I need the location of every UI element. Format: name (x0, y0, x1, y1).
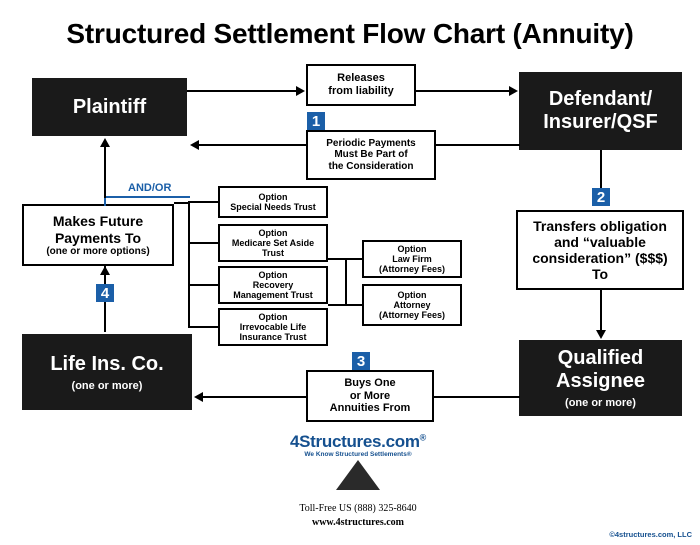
option-3-hdr: Option (258, 311, 288, 322)
footer-contact (228, 502, 488, 529)
option-recovery-management-trust (218, 266, 328, 304)
connector-to-attorney (328, 304, 362, 306)
node-qualified-assignee (519, 340, 682, 416)
option-attorney (362, 284, 462, 326)
transfers-line1: Transfers obligation (533, 217, 667, 234)
option-4-hdr: Option (397, 243, 427, 254)
connector-trunk-to-option-0 (188, 201, 218, 203)
connector-options-trunk (188, 202, 190, 327)
page-title: Structured Settlement Flow Chart (Annuity) (66, 18, 634, 49)
assignee-sub: (one or more) (565, 397, 636, 409)
option-3-line1: Irrevocable Life (239, 321, 307, 332)
pyramid-icon (336, 460, 380, 490)
transfers-line2: and “valuable (554, 233, 646, 250)
connector-makes-future-to-plaintiff (104, 146, 106, 198)
logo-tagline: We Know Structured Settlements® (304, 451, 412, 458)
logo-number: 4 (289, 432, 300, 451)
node-makes-future-payments (22, 204, 174, 266)
option-1-hdr: Option (258, 227, 288, 238)
node-life-insurance-company (22, 334, 192, 410)
connector-andor-horizontal (104, 196, 190, 198)
arrowhead-plaintiff-in (190, 140, 199, 150)
connector-trunk-to-option-3 (188, 326, 218, 328)
connector-right-column-trunk (345, 258, 347, 304)
assignee-line1: Qualified (557, 347, 644, 369)
arrowhead-lifeins-in (194, 392, 203, 402)
option-2-line1: Recovery (252, 279, 294, 290)
releases-line1: Releases (337, 72, 385, 85)
node-defendant-line1: Defendant/ (548, 88, 653, 110)
transfers-line4: To (591, 266, 609, 283)
makes-future-line1: Makes Future (52, 213, 144, 230)
option-3-line2: Insurance Trust (239, 332, 307, 342)
connector-defendant-to-transfers (600, 150, 602, 188)
option-4-line2: (Attorney Fees) (378, 264, 445, 274)
life-ins-sub: (one or more) (71, 379, 143, 392)
arrowhead-plaintiff-up (100, 138, 110, 147)
connector-transfers-to-assignee (600, 290, 602, 332)
arrowhead-assignee-in (596, 330, 606, 339)
option-0-hdr: Option (258, 191, 288, 202)
option-law-firm (362, 240, 462, 278)
node-defendant-line2: Insurer/QSF (543, 111, 658, 133)
buys-line2: or More (349, 389, 391, 402)
arrowhead-releases-in (296, 86, 305, 96)
transfers-line3: consideration” ($$$) (532, 250, 668, 266)
option-medicare-set-aside-trust (218, 224, 328, 262)
website-url: www.4structures.com (311, 516, 405, 528)
connector-trunk-to-option-1 (188, 242, 218, 244)
connector-buys-to-lifeins (202, 396, 306, 398)
connector-plaintiff-to-releases (187, 90, 297, 92)
node-buys-annuities (306, 370, 434, 422)
option-2-line2: Management Trust (233, 290, 313, 300)
makes-future-line2: Payments To (54, 229, 142, 246)
life-ins-line1: Life Ins. Co. (50, 352, 164, 375)
connector-periodic-to-plaintiff (197, 144, 307, 146)
option-1-line2: Trust (261, 248, 284, 258)
buys-line1: Buys One (344, 377, 396, 390)
option-0-line1: Special Needs Trust (230, 201, 316, 212)
node-releases-from-liability (306, 64, 416, 106)
toll-free-number: Toll-Free US (888) 325-8640 (299, 503, 417, 514)
step-badge-1: 1 (307, 112, 325, 130)
periodic-line1: Periodic Payments (326, 137, 416, 149)
makes-future-sub: (one or more options) (46, 245, 150, 257)
periodic-line2: Must Be Part of (334, 149, 408, 161)
logo-name: Structures.com (299, 432, 420, 451)
option-1-line1: Medicare Set Aside (231, 237, 315, 248)
connector-trunk-to-option-2 (188, 284, 218, 286)
periodic-line3: the Consideration (328, 160, 414, 172)
releases-line2: from liability (328, 85, 394, 97)
step-badge-3: 3 (352, 352, 370, 370)
option-5-line2: (Attorney Fees) (378, 310, 445, 320)
connector-releases-to-defendant (416, 90, 510, 92)
node-plaintiff (32, 78, 187, 136)
option-4-line1: Law Firm (392, 253, 432, 264)
arrowhead-defendant-in (509, 86, 518, 96)
node-plaintiff-label: Plaintiff (72, 95, 147, 118)
option-special-needs-trust (218, 186, 328, 218)
option-irrevocable-life-insurance-trust (218, 308, 328, 346)
copyright-notice: ©4structures.com, LLC (609, 530, 692, 539)
brand-logo (268, 432, 448, 490)
option-5-line1: Attorney (393, 299, 431, 310)
buys-line3: Annuities From (329, 402, 411, 415)
node-defendant (519, 72, 682, 150)
andor-label: AND/OR (128, 182, 172, 194)
connector-defendant-to-periodic (436, 144, 520, 146)
node-transfers-obligation (516, 210, 684, 290)
node-periodic-payments (306, 130, 436, 180)
arrowhead-makes-future-in (100, 266, 110, 275)
option-5-hdr: Option (397, 289, 427, 300)
connector-assignee-to-buys (434, 396, 520, 398)
step-badge-2: 2 (592, 188, 610, 206)
step-badge-4: 4 (96, 284, 114, 302)
logo-text (268, 432, 448, 452)
option-2-hdr: Option (258, 269, 288, 280)
assignee-line2: Assignee (556, 370, 645, 392)
logo-registered-mark: ® (419, 432, 426, 443)
connector-step4-to-lifeins (104, 302, 106, 332)
